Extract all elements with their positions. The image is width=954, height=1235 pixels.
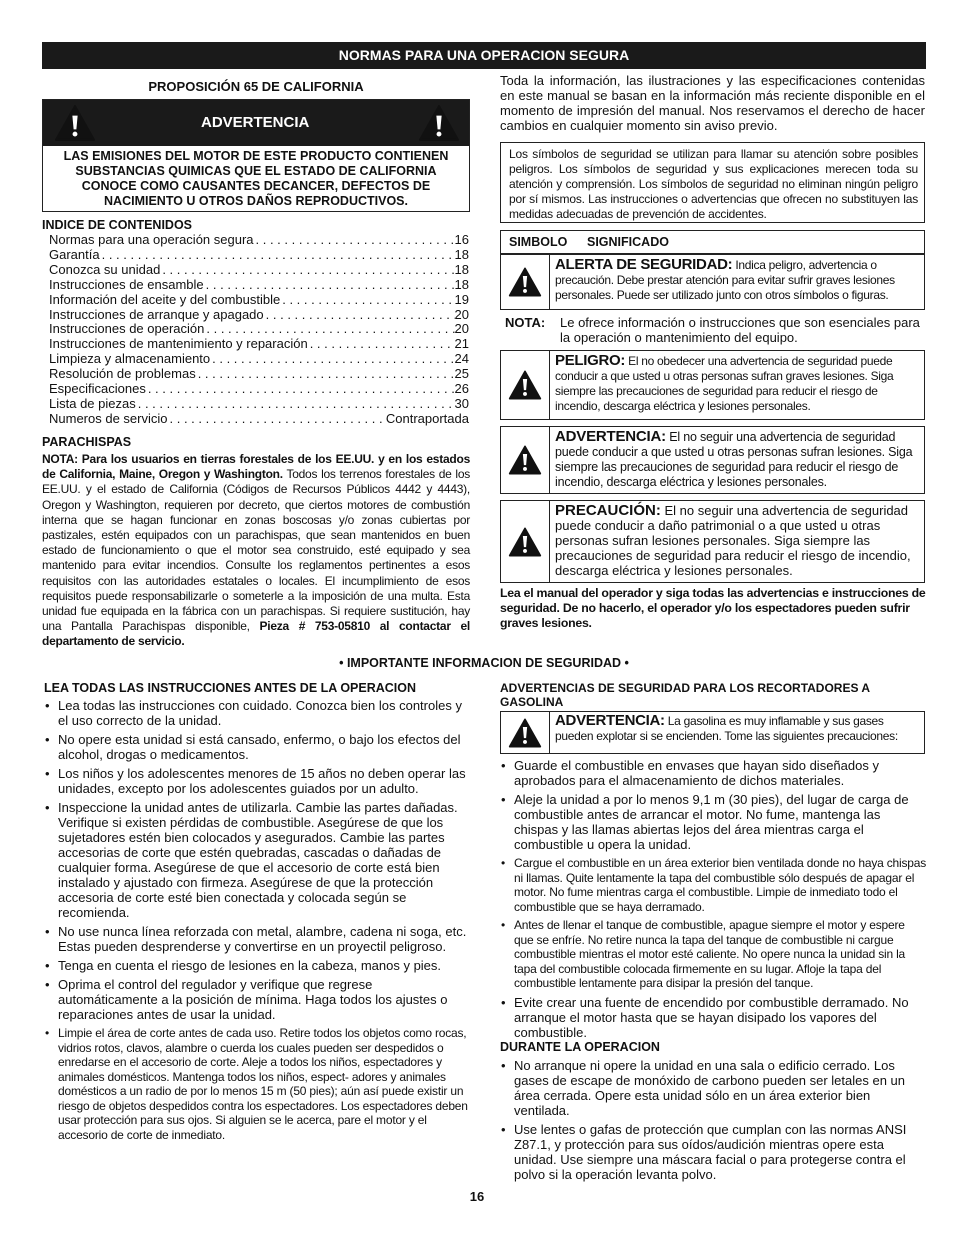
toc-item-page: 18 [454,261,469,277]
spark-arrester-heading: PARACHISPAS [42,435,132,449]
toc-item-page: 20 [454,321,469,337]
advertencia-title: ADVERTENCIA: [555,428,666,445]
toc-item-page: 24 [454,351,469,367]
col-symbol: SIMBOLO [509,235,568,249]
toc-item-label: Normas para una operación segura [49,232,254,247]
precaucion-title: PRECAUCIÓN: [555,502,661,519]
intro-text: Toda la información, las ilustraciones y las especificaciones contenidas en este manual se basan en la información más reciente disponible en el momento de impresión del manual. Nos reservamos el derecho de hacer cambios en cualquier momento sin aviso previo. [500,73,925,133]
toc-item [49,352,469,367]
toc-item-label: Especificaciones [49,381,146,397]
toc-item-page: 21 [454,336,469,352]
section-banner: NORMAS PARA UNA OPERACION SEGURA [42,42,926,69]
list-item: • Los niños y los adolescentes menores de 15 años no deben operar las unidades, excepto por los adolescentes guiados por un adulto. [42,766,470,796]
note-text: Le ofrece información o instrucciones que son esenciales para la operación o mantenimiento del equipo. [560,315,920,345]
table-of-contents [49,233,469,427]
toc-item-page: 25 [454,366,469,382]
toc-item [49,412,469,427]
toc-leader [168,412,386,427]
gas-warning-title: ADVERTENCIA: [555,712,665,729]
toc-item-page: 20 [454,306,469,322]
list-item: • Inspeccione la unidad antes de utilizarla. Cambie las partes dañadas. Verifique si existen pérdidas de combustible. Asegúrese de que los sujetadores estén bien colocados y asegurados. Cambie las partes accesorias de corte que estén quebradas, cascadas o dañadas de cualquier forma. Asegúrese de que el accesorio de corte está bien instalado y ajustado con firmeza. Asegúrese de que la protección accesoria de corte esté bien conectada y colocada según se recomienda. [42,800,470,920]
toc-item-label: Información del aceite y del combustible [49,291,281,307]
toc-leader [308,337,455,352]
toc-leader [280,293,454,308]
gas-warning-text: La gasolina es muy inflamable y sus gases pueden explotar si se encienden. Tome las siguientes precauciones: [555,714,898,743]
important-safety-heading: • IMPORTANTE INFORMACION DE SEGURIDAD • [339,656,629,670]
toc-item-label: Garantía [49,246,100,262]
toc-leader [204,278,455,293]
toc-leader [100,248,455,263]
page-number: 16 [469,1189,485,1204]
symbols-info-box: Los símbolos de seguridad se utilizan para llamar su atención sobre posibles peligros. Los símbolos de seguridad y sus explicaciones merecen toda su atención y comprensión. Los símbolos de seguridad no eliminan ningún peligro por sí mismos. Las instrucciones o advertencias que ofrecen no substituyen las medidas adecuadas de prevención de accidentes. [500,142,925,223]
prop65-heading: PROPOSICIÓN 65 DE CALIFORNIA [148,79,364,94]
read-manual-note: Lea el manual del operador y siga todas las advertencias e instrucciones de seguridad. De no hacerlo, el operador y/o los espectadores pueden sufrir graves lesiones. [500,586,926,630]
warning-icon [508,443,542,477]
toc-leader [264,308,455,323]
caution-icon [508,525,542,559]
toc-item-page: 16 [454,232,469,247]
toc-item [49,233,469,248]
list-item: • Aleje la unidad a por lo menos 9,1 m (30 pies), del lugar de carga de combustible antes de arrancar el motor. No fume, mantenga las chispas y las llamas abiertas lejos del área mientras carga el combustible u opera la unidad. [498,792,926,852]
toc-item-label: Instrucciones de ensamble [49,276,204,292]
toc-heading: INDICE DE CONTENIDOS [42,218,193,232]
list-item: • Evite crear una fuente de encendido por combustible derramado. No arranque el motor hasta que se hayan disipado los vapores del combustible. [498,995,926,1040]
toc-item-page: 18 [454,246,469,262]
toc-item-label: Limpieza y almacenamiento [49,351,211,367]
toc-item-page: 30 [454,395,469,411]
toc-item-label: Lista de piezas [49,395,136,411]
toc-item-label: Resolución de problemas [49,366,196,382]
toc-item-label: Conozca su unidad [49,261,161,277]
toc-item [49,397,469,412]
warning-triangle-icon [417,104,461,142]
warning-triangle-icon [53,104,97,142]
spark-arrester-text [42,452,470,650]
toc-item-label: Numeros de servicio [49,410,168,426]
symbol-row-advertencia [500,426,925,494]
toc-leader [146,382,455,397]
toc-item [49,278,469,293]
gasoline-safety-list [498,758,926,1044]
read-instructions-heading: LEA TODAS LAS INSTRUCCIONES ANTES DE LA OPERACION [44,681,417,695]
toc-leader [210,352,454,367]
toc-leader [160,263,454,278]
gasoline-warning-box [500,711,925,754]
symbol-row-alerta [500,254,925,310]
list-item: • Use lentes o gafas de protección que cumplan con las normas ANSI Z87.1, y protección para sus oídos/audición mientras opere esta unidad. Use siempre una máscara facial o para protegerse contra el polvo si la operación levanta polvo. [498,1122,926,1182]
toc-item-page: 18 [454,276,469,292]
list-item: • Cargue el combustible en un área exterior bien ventilada donde no haya chispas ni llamas. Quite lentamente la tapa del combustible sólo después de apagar el motor. No fume mientras carga el combustible. Limpie de inmediato todo el combustible que se haya derramado. [498,856,926,914]
alerta-text: Indica peligro, advertencia o precaución. Debe prestar atención para evitar sufrir graves lesiones personales. Puede ser utilizado junto con otros símbolos o figuras. [555,258,895,302]
during-operation-list [498,1058,926,1186]
peligro-text: El no obedecer una advertencia de seguridad puede conducir a que usted u otras personas sufran graves lesiones. Siga siempre las precauciones de seguridad para reducir el riesgo de incendio, descarga eléctrica y lesiones personales. [555,354,894,413]
alerta-title: ALERTA DE SEGURIDAD: [555,256,733,273]
toc-leader [196,367,455,382]
danger-icon [508,368,542,402]
list-item: • No arranque ni opere la unidad en una sala o edificio cerrado. Los gases de escape de monóxido de carbono pueden ser letales en un área cerrada. Opere esta unidad sólo en un área exterior bien ventilada. [498,1058,926,1118]
prop65-warning-box [42,99,470,212]
during-operation-heading: DURANTE LA OPERACION [500,1040,660,1054]
toc-item-page: 19 [454,291,469,307]
toc-item [49,337,469,352]
toc-item [49,308,469,323]
safety-alert-icon [508,265,542,299]
warning-header [43,100,469,146]
peligro-title: PELIGRO: [555,352,626,369]
spark-note-bold: NOTA: Para los usuarios en tierras forestales de los EE.UU. y en los estados de California, Maine, Oregon y Washington. [42,452,470,482]
list-item: • Antes de llenar el tanque de combustible, apague siempre el motor y espere que se enfríe. No retire nunca la tapa del tanque de combustible ni cargue combustible mientras el motor esté caliente. No opere nunca la unidad sin la tapa del combustible colocada firmemente en su lugar. Afloje la tapa del combustible lentamente para disipar la presión del tanque. [498,918,926,991]
toc-item [49,367,469,382]
list-item: • No use nunca línea reforzada con metal, alambre, cadena ni soga, etc. Estas pueden desprenderse y convertirse en un proyectil peligroso. [42,924,470,954]
precaucion-text: El no seguir una advertencia de seguridad puede conducir a daño patrimonial o a que usted u otras personas sufran lesiones personales. Siga siempre las precauciones de seguridad para reducir el riesgo de incendio, descarga eléctrica y lesiones personales. [555,503,911,578]
toc-item-page: 26 [454,381,469,397]
toc-item [49,293,469,308]
spark-note-body: Todos los terrenos forestales de los EE.UU. y el estado de California (Códigos de Recursos Públicos 4442 y 4443), Oregon y Washington, requieren por decreto, que ciertos motores de combustión interna que se hagan funcionar en zonas boscosas y/o zonas cubiertas por pastizales, estén equipados con un parachispas, que sean mantenidos en buen estado de funcionamiento o que el motor sea construido, esté equipado y sea mantenido para evitar incendios. Consulte los reglamentos pertinentes a esos requisitos con las autoridades estatales o locales. El incumplimiento de esos requisitos puede responsabilizarle o someterle a la imposición de una multa. Esta unidad fue equipada en la fábrica con un parachispas. Si requiere sustitución, hay una Pantalla Parachispas disponible, [42,467,470,634]
gas-trimmer-heading: ADVERTENCIAS DE SEGURIDAD PARA LOS RECORTADORES A GASOLINA [500,681,870,709]
toc-leader [136,397,455,412]
symbol-table-header [500,230,925,254]
toc-item [49,322,469,337]
list-item: • No opere esta unidad si está cansado, enfermo, o bajo los efectos del alcohol, drogas o medicamentos. [42,732,470,762]
symbol-row-precaucion [500,500,925,583]
advertencia-text: El no seguir una advertencia de seguridad puede conducir a que usted u otras personas sufran lesiones. Siga siempre las precauciones de seguridad para reducir el riesgo de incendio, descarga eléctrica y lesiones personales. [555,430,913,489]
toc-item-label: Instrucciones de mantenimiento y reparación [49,336,308,352]
toc-leader [254,233,455,248]
list-item: • Limpie el área de corte antes de cada uso. Retire todos los objetos como rocas, vidrios rotos, clavos, alambre o cuerda los cuales pueden ser despedidos o enredarse en el accesorio de corte. Aleje a todos los niños, espectadores y animales domésticos. Mantenga todos los niños, espect- adores y animales domésticos a un radio de por lo menos 15 m (50 pies); aún así puede existir un riesgo de objetos despedidos contra los espectadores. Los espectadores deben usar protección para sus ojos. Si alguien se le acerca, pare el motor y el accesorio de corte de inmediato. [42,1026,470,1142]
list-item: • Guarde el combustible en envases que hayan sido diseñados y aprobados para el almacenamiento de dichos materiales. [498,758,926,788]
symbol-row-peligro [500,350,925,420]
list-item: • Oprima el control del regulador y verifique que regrese automáticamente a la posición de mínima. Haga todos los ajustes o reparaciones antes de usar la unidad. [42,977,470,1022]
toc-item-page: Contraportada [385,410,469,426]
list-item: • Tenga en cuenta el riesgo de lesiones en la cabeza, manos y pies. [42,958,470,973]
warning-text: LAS EMISIONES DEL MOTOR DE ESTE PRODUCTO CONTIENEN SUBSTANCIAS QUIMICAS QUE EL ESTADO DE CALIFORNIA CONOCE COMO CAUSANTES DECANCER, DEFECTOS DE NACIMIENTO U OTROS DAÑOS REPRODUCTIVOS. [63,149,449,208]
list-item: • Lea todas las instrucciones con cuidado. Conozca bien los controles y el uso correcto de la unidad. [42,698,470,728]
toc-item [49,382,469,397]
spark-part-number: Pieza # 753-05810 al contactar el departamento de servicio. [42,619,470,649]
read-instructions-list [42,698,470,1146]
toc-leader [204,322,454,337]
toc-item [49,248,469,263]
toc-item [49,263,469,278]
toc-item-label: Instrucciones de arranque y apagado [49,306,264,322]
col-meaning: SIGNIFICADO [587,235,669,249]
toc-item-label: Instrucciones de operación [49,321,205,337]
warning-icon [508,716,542,750]
note-label: NOTA: [505,315,546,330]
warning-title: ADVERTENCIA [201,114,310,131]
